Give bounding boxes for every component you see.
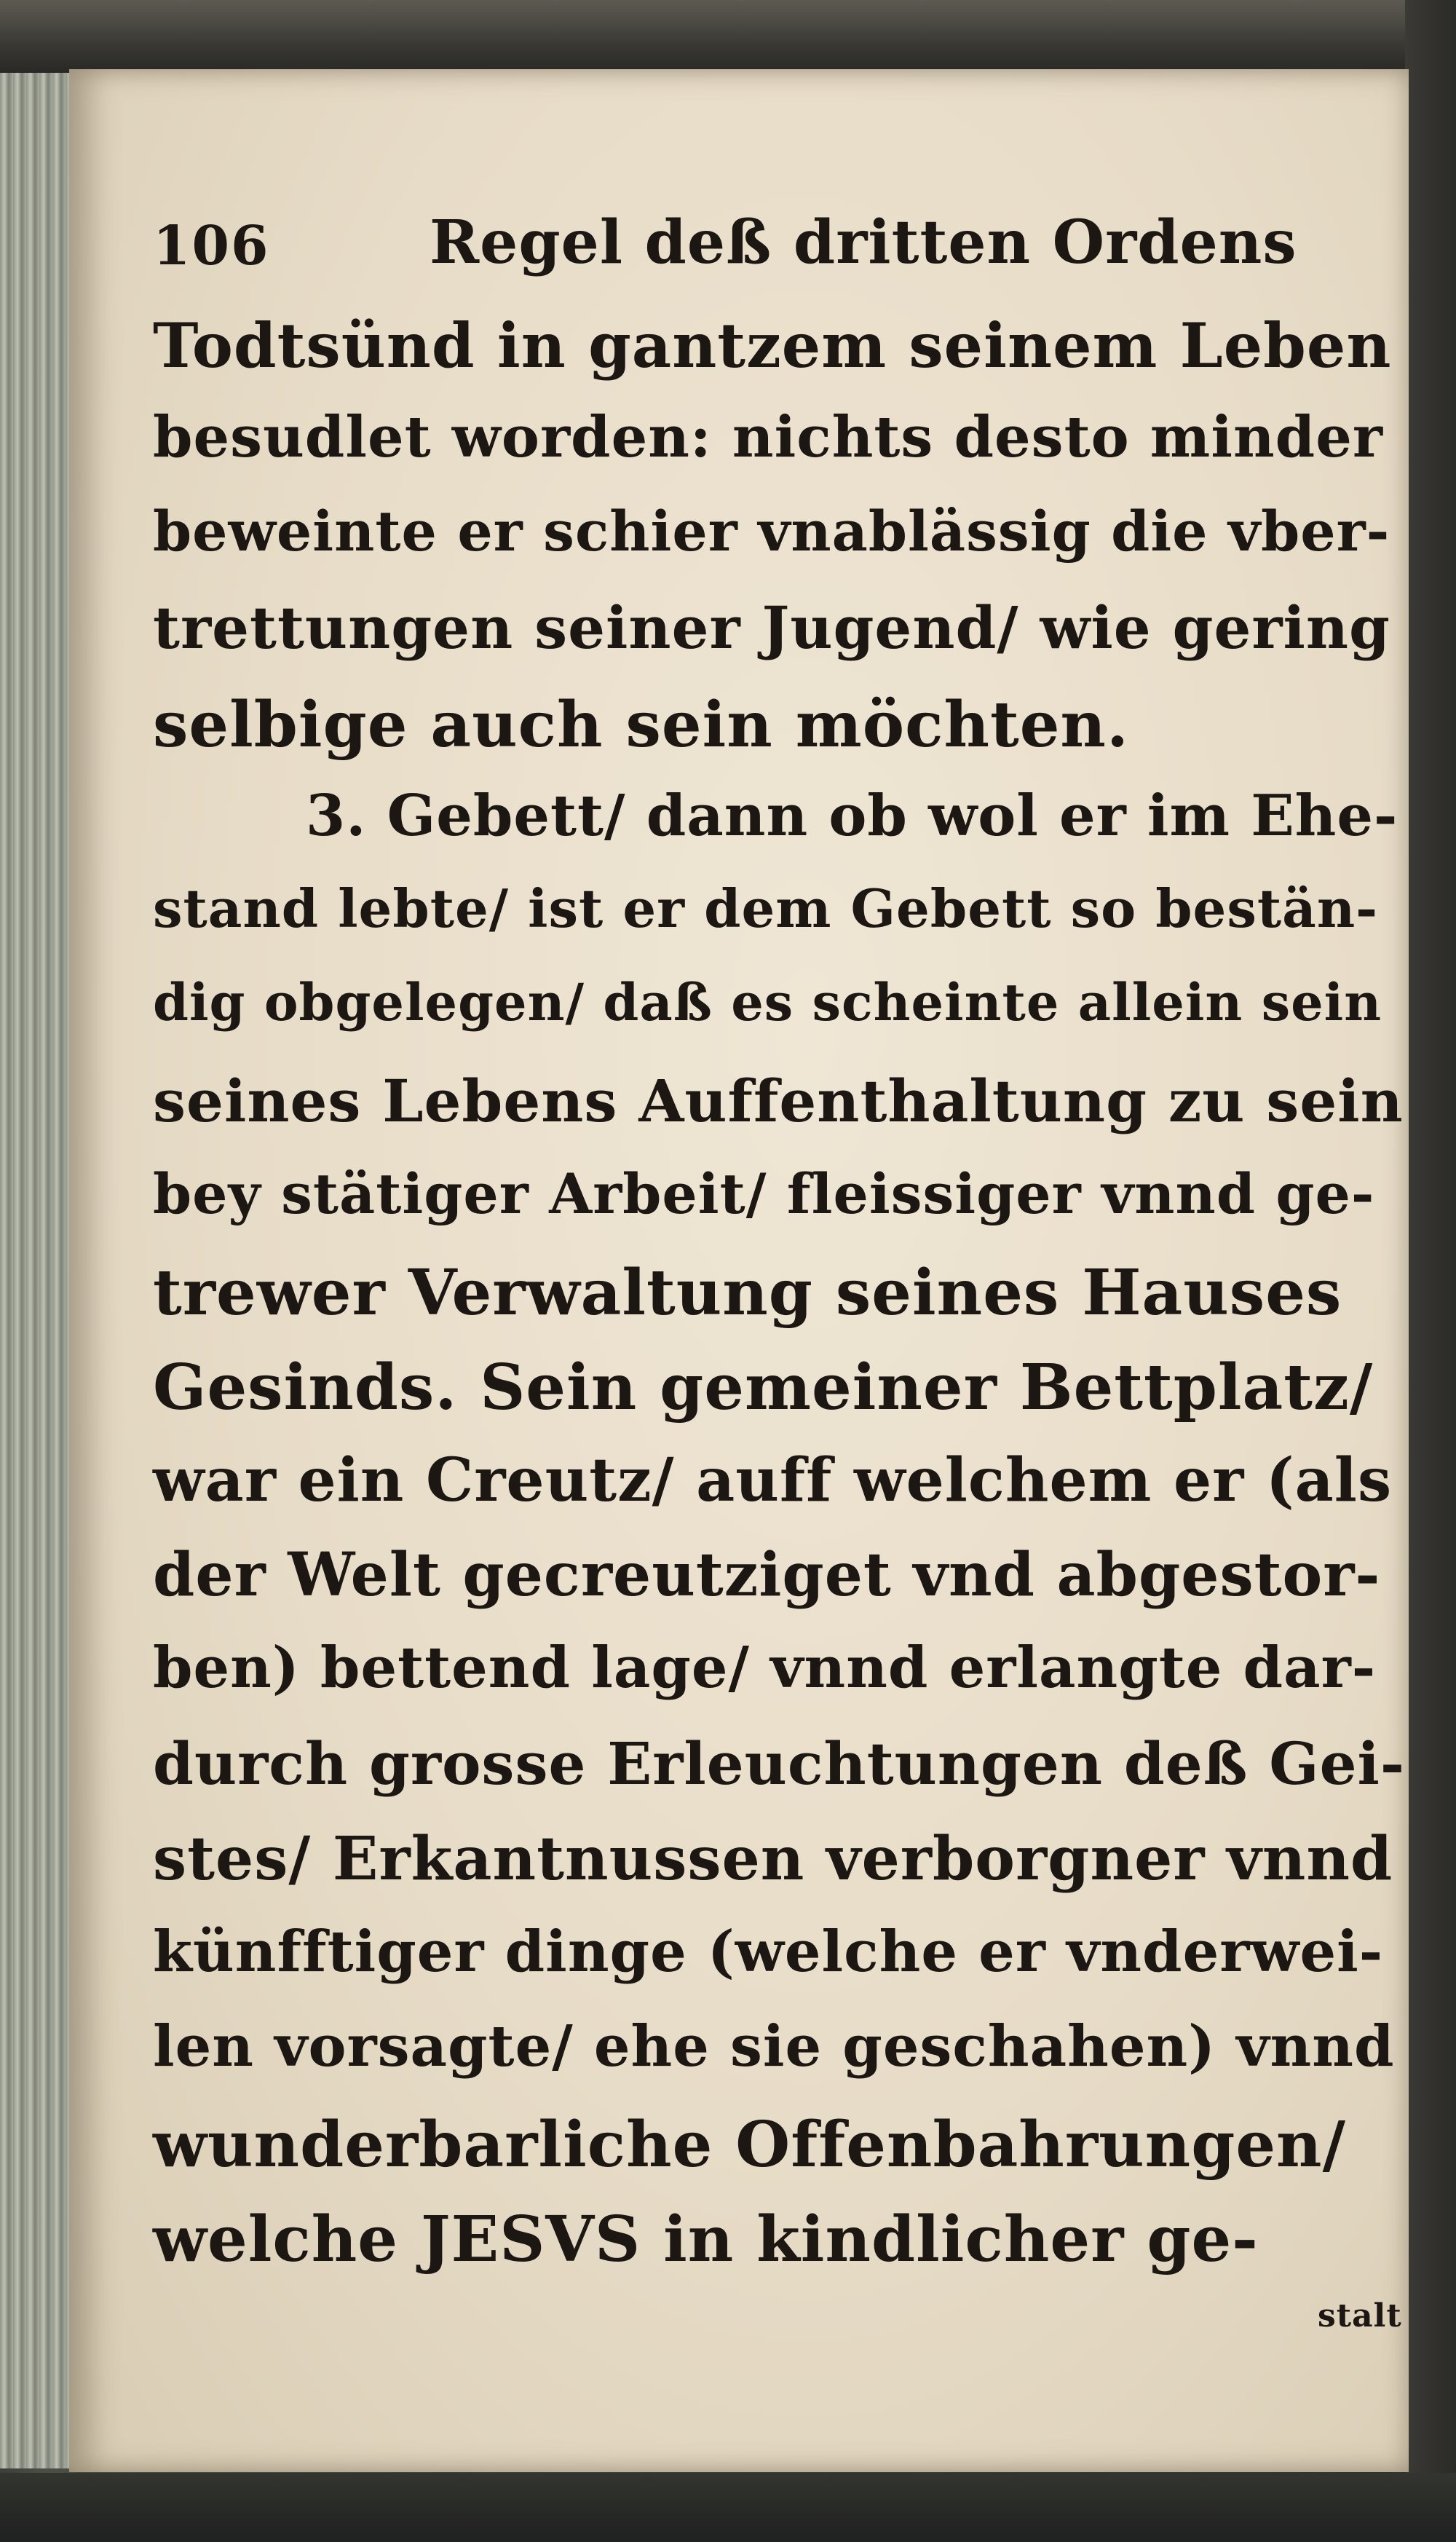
text-line: ben) bettend lage/ vnnd erlangte dar- <box>153 1635 1377 1701</box>
text-line: 3. Gebett/ dann ob wol er im Ehe- <box>306 783 1398 849</box>
page-stack-edge <box>0 73 74 2468</box>
page-number: 106 <box>153 215 270 277</box>
text-line: selbige auch sein möchten. <box>153 688 1129 762</box>
text-line: Gesinds. Sein gemeiner Bettplatz/ <box>153 1351 1374 1424</box>
book-page <box>69 69 1409 2472</box>
text-line: war ein Creutz/ auff welchem er (als <box>153 1445 1393 1515</box>
text-line: welche JESVS in kindlicher ge- <box>153 2203 1259 2276</box>
text-line: seines Lebens Auffenthaltung zu sein <box>153 1067 1404 1135</box>
text-line: trettungen seiner Jugend/ wie gering <box>153 593 1390 662</box>
text-line: dig obgelegen/ daß es scheinte allein sein <box>153 972 1382 1033</box>
text-line: len vorsagte/ ehe sie geschahen) vnnd <box>153 2013 1395 2080</box>
running-head: Regel deß dritten Ordens <box>430 208 1297 277</box>
text-line: der Welt gecreutziget vnd abgestor- <box>153 1540 1381 1610</box>
text-line: besudlet worden: nichts desto minder <box>153 404 1383 470</box>
text-line: bey stätiger Arbeit/ fleissiger vnnd ge- <box>153 1161 1375 1226</box>
text-line: künfftiger dinge (welche er vnderwei- <box>153 1919 1384 1985</box>
text-line: stand lebte/ ist er dem Gebett so bestän- <box>153 877 1379 939</box>
book-cover-bottom-edge <box>0 2473 1456 2542</box>
book-cover-top-edge <box>0 0 1456 80</box>
book-cover-right-edge <box>1405 0 1456 2542</box>
catchword: stalt <box>1318 2297 1402 2334</box>
text-line: trewer Verwaltung seines Hauses <box>153 1256 1342 1330</box>
text-line: wunderbarliche Offenbahrungen/ <box>153 2108 1346 2182</box>
text-line: stes/ Erkantnussen verborgner vnnd <box>153 1824 1393 1894</box>
text-line: Todtsünd in gantzem seinem Leben <box>153 309 1392 382</box>
text-line: beweinte er schier vnablässig die vber- <box>153 499 1390 564</box>
page-header <box>153 200 1405 309</box>
text-line: durch grosse Erleuchtungen deß Gei- <box>153 1729 1406 1798</box>
